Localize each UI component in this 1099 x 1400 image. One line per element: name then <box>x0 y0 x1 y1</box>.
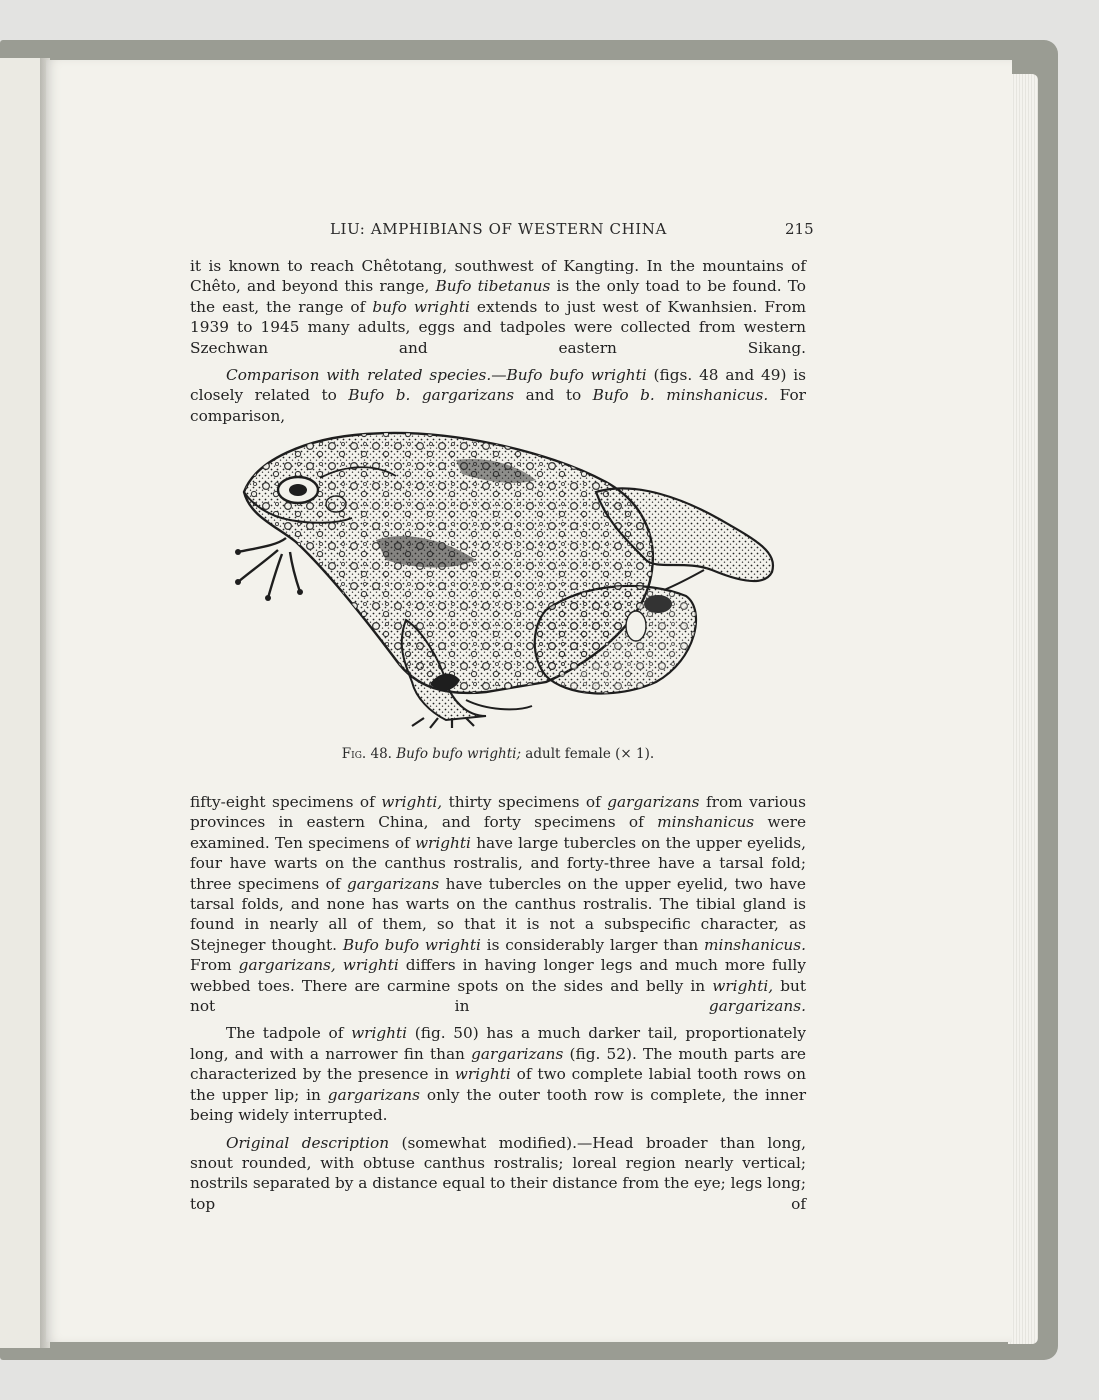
page-number: 215 <box>785 220 814 238</box>
text-run: only the outer tooth row is complete, the inner being widely interrupted. <box>190 1085 807 1125</box>
paragraph-tadpole <box>190 1023 806 1125</box>
text-run: extends to just west of Kwanhsien. From 1939 to 1945 many adults, eggs and tadpoles were collected from western Szechwan and eastern Sikang. <box>190 297 807 357</box>
text-run: Bufo b. minshanicus. <box>592 386 769 405</box>
figure-caption <box>190 746 806 762</box>
text-run: minshanicus <box>657 813 755 832</box>
text-run: wrighti <box>351 1024 408 1043</box>
text-run: (somewhat modified).—Head broader than long, snout rounded, with obtuse canthus rostralis; loreal region nearly vertical; nostrils separated by a distance equal to their distance from the eye; legs long; top of <box>190 1133 807 1213</box>
paragraph-comparison <box>190 365 806 426</box>
paragraph-original-description <box>190 1133 806 1215</box>
text-run: wrighti, <box>712 976 774 995</box>
text-run: differs in having longer legs and much more fully webbed toes. There are carmine spots on the sides and belly in <box>190 956 806 995</box>
text-run: is considerably larger than <box>480 935 705 954</box>
text-run: wrighti <box>414 833 471 852</box>
text-run: wrighti <box>342 956 399 975</box>
text-run: were examined. Ten specimens of <box>190 813 806 852</box>
text-run: wrighti <box>454 1065 511 1084</box>
text-run: gargarizans <box>607 793 700 811</box>
figure-48 <box>216 420 786 730</box>
text-run: and to <box>514 386 593 405</box>
text-run: gargarizans <box>346 874 440 893</box>
text-run: Bufo bufo wrighti <box>506 366 647 385</box>
text-run: have large tubercles on the upper eyelids, four have warts on the canthus rostralis, and forty-three have a tarsal fold; three specimens of <box>190 833 806 893</box>
text-run: Bufo tibetanus <box>435 277 551 296</box>
text-run: Bufo b. gargarizans <box>348 386 515 405</box>
text-run <box>336 956 343 974</box>
body-text-block <box>190 792 806 1221</box>
text-run: Bufo bufo wrighti; <box>396 746 522 762</box>
top-text-block <box>190 256 806 433</box>
text-run: wrighti, <box>381 793 443 811</box>
running-head: LIU: AMPHIBIANS OF WESTERN CHINA <box>330 220 667 238</box>
text-run: (fig. 52). The mouth parts are characterized by the presence in <box>190 1044 806 1084</box>
text-run: it is known to reach Chêtotang, southwest of Kangting. In the mountains of Chêto, and beyond this range, <box>190 257 806 296</box>
text-run: Fig. 48. <box>341 746 392 762</box>
text-run: gargarizans <box>327 1085 421 1104</box>
paragraph-specimens <box>190 792 806 1016</box>
text-run: Bufo bufo wrighti <box>342 935 481 954</box>
text-run: is the only toad to be found. To the east, the range of <box>190 277 806 316</box>
paragraph-range <box>190 256 806 358</box>
text-run: gargarizans <box>471 1044 564 1063</box>
text-run: fifty-eight specimens of <box>190 793 382 811</box>
text-run: but not in <box>190 976 807 1016</box>
text-run: gargarizans. <box>708 997 806 1016</box>
text-run: gargarizans, <box>238 956 336 975</box>
text-run: of two complete labial tooth rows on the upper lip; in <box>190 1065 806 1104</box>
text-run: The tadpole of <box>226 1024 352 1043</box>
toad-illustration-icon <box>216 420 786 730</box>
text-run: have tubercles on the upper eyelid, two have tarsal folds, and none has warts on the canthus rostralis. The tibial gland is found in nearly all of them, so that it is not a subspecific character, as Stejneger thought. <box>190 874 806 954</box>
text-run: For comparison, <box>190 386 806 425</box>
text-run: bufo wrighti <box>372 297 470 316</box>
page-stack-edges <box>1008 74 1038 1344</box>
text-run: (figs. 48 and 49) is closely related to <box>190 366 806 405</box>
left-page-edge <box>0 58 45 1348</box>
text-run: minshanicus. <box>704 935 806 954</box>
text-run: thirty specimens of <box>442 793 608 811</box>
text-run: Comparison with related species. <box>226 366 492 385</box>
text-run: adult female (× 1). <box>521 746 655 762</box>
text-run: from various provinces in eastern China, and forty specimens of <box>190 793 806 832</box>
text-run: (fig. 50) has a much darker tail, proportionately long, and with a narrower fin than <box>190 1024 807 1063</box>
text-run: — <box>491 366 507 385</box>
text-run: From <box>190 956 239 975</box>
text-run: Original description <box>226 1133 390 1152</box>
